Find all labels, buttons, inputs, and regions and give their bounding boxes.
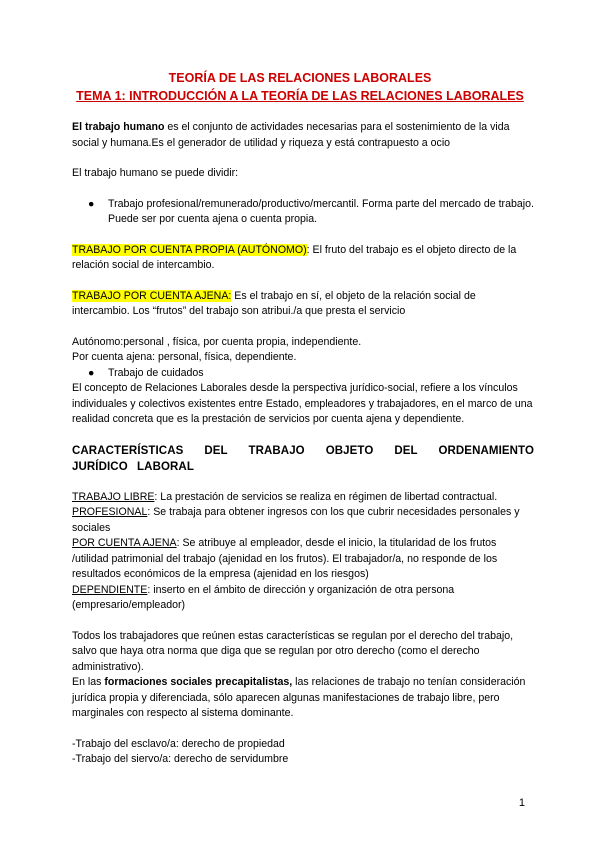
document-title: TEORÍA DE LAS RELACIONES LABORALES xyxy=(168,71,432,85)
bullet-icon: ● xyxy=(88,366,95,379)
characteristic-label: POR CUENTA AJENA xyxy=(72,537,177,549)
highlighted-term: TRABAJO POR CUENTA AJENA: xyxy=(72,289,232,302)
bullet-icon: ● xyxy=(88,197,95,210)
paragraph-por-cuenta-ajena: Por cuenta ajena: personal, física, dependiente. xyxy=(72,351,297,363)
paragraph-text: En las xyxy=(72,676,105,688)
highlighted-term: TRABAJO POR CUENTA PROPIA (AUTÓNOMO) xyxy=(72,243,307,256)
list-line-esclavo: -Trabajo del esclavo/a: derecho de propiedad xyxy=(72,737,285,750)
page-number: 1 xyxy=(518,797,525,809)
paragraph-text: las relaciones de trabajo no tenían consideración jurídica propia y diferenciada, sólo aparecen algunas manifestaciones de trabajo libre, pero marginales con respecto al sistema dominante. xyxy=(72,676,526,719)
characteristic-profesional xyxy=(72,505,534,536)
list-line-siervo: -Trabajo del siervo/a: derecho de servidumbre xyxy=(72,753,289,765)
bullet-item xyxy=(72,366,534,382)
paragraph-text: es el conjunto de actividades necesarias para el sostenimiento de la vida social y humana.Es el generador de utilidad y riqueza y está contrapuesto a ocio xyxy=(72,121,510,149)
characteristic-label: PROFESIONAL xyxy=(72,506,148,518)
paragraph-relaciones-laborales: El concepto de Relaciones Laborales desde la perspectiva jurídico-social, refiere a los vínculos individuales y colectivos existentes entre Estado, empleadores y trabajadores, en el marco de una realidad concreta que es la prestación de servicios por cuenta ajena y dependiente. xyxy=(72,382,533,425)
characteristic-text: : La prestación de servicios se realiza en régimen de libertad contractual. xyxy=(154,490,498,503)
paragraph-cuenta-ajena xyxy=(72,289,534,320)
characteristic-text: : Se atribuye al empleador, desde el inicio, la titularidad de los frutos /utilidad patrimonial del trabajo (ajenidad en los frutos). El trabajador/a, no responde de los resultados económicos de la empresa (ajenidad en los riesgos) xyxy=(72,537,498,580)
paragraph-trabajo-humano xyxy=(72,120,534,151)
characteristic-text: : inserto en el ámbito de dirección y organización de otra persona (empresario/empleador) xyxy=(72,583,455,611)
bold-term: El trabajo humano xyxy=(72,121,165,133)
characteristic-dependiente xyxy=(72,583,534,614)
paragraph-text: Es el trabajo en sí, el objeto de la relación social de intercambio. Los “frutos” del trabajo son atribui./a que presta el servicio xyxy=(72,289,476,317)
paragraph-text: : El fruto del trabajo es el objeto directo de la relación social de intercambio. xyxy=(72,243,517,271)
characteristic-label: TRABAJO LIBRE xyxy=(72,490,155,503)
bullet-text: Trabajo de cuidados xyxy=(108,366,204,379)
document-body xyxy=(72,120,534,768)
paragraph-division: El trabajo humano se puede dividir: xyxy=(72,167,239,179)
document-subtitle: TEMA 1: INTRODUCCIÓN A LA TEORÍA DE LAS RELACIONES LABORALES xyxy=(76,89,524,103)
paragraph-autonomo: Autónomo:personal , física, por cuenta propia, independiente. xyxy=(72,335,362,348)
section-heading: CARACTERÍSTICAS DEL TRABAJO OBJETO DEL ORDENAMIENTO JURÍDICO LABORAL xyxy=(72,444,534,473)
bullet-text: Trabajo profesional/remunerado/productivo/mercantil. Forma parte del mercado de trabajo. Puede ser por cuenta ajena o cuenta propia. xyxy=(108,197,534,225)
bold-term: formaciones sociales precapitalistas, xyxy=(104,676,293,688)
characteristic-cuenta-ajena xyxy=(72,536,534,583)
characteristic-text: : Se trabaja para obtener ingresos con los que cubrir necesidades personales y sociales xyxy=(72,506,520,534)
bullet-item xyxy=(72,197,534,228)
characteristic-libre xyxy=(72,490,534,506)
paragraph-precapitalistas xyxy=(72,675,534,722)
paragraph-cuenta-propia xyxy=(72,243,534,274)
characteristic-label: DEPENDIENTE xyxy=(72,583,148,596)
paragraph-derecho-trabajo: Todos los trabajadores que reúnen estas características se regulan por el derecho del trabajo, salvo que haya otra norma que diga que se regulan por otro derecho (como el derecho administrativo). xyxy=(72,629,514,673)
